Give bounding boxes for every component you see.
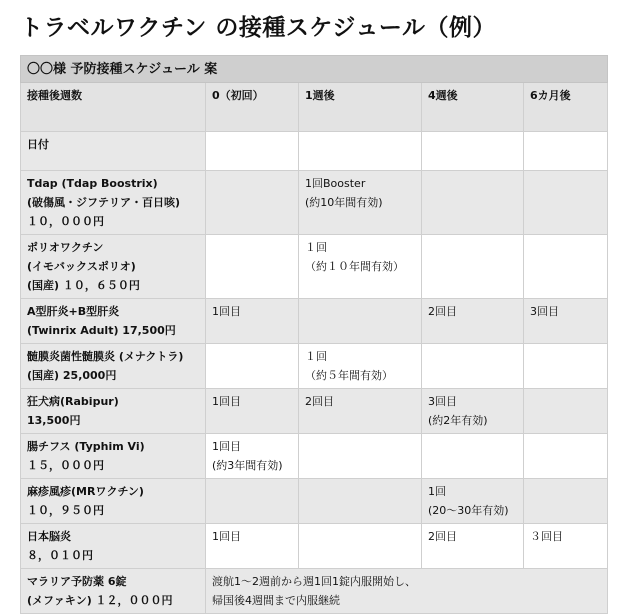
row-label: 腸チフス (Typhim Vi) １５，０００円	[21, 434, 206, 479]
date-cell	[524, 132, 608, 171]
column-header: 1週後	[299, 83, 422, 132]
table-cell: 1回目 (約3年間有効)	[206, 434, 299, 479]
date-cell	[422, 132, 524, 171]
table-cell: 3回目	[524, 299, 608, 344]
table-cell: １回 （約１０年間有効）	[299, 235, 422, 299]
table-cell	[299, 524, 422, 569]
table-cell	[422, 171, 524, 235]
table-row	[21, 569, 608, 614]
column-header: 接種後週数	[21, 83, 206, 132]
table-row	[21, 389, 608, 434]
table-cell	[524, 434, 608, 479]
table-cell	[206, 171, 299, 235]
column-header: 6カ月後	[524, 83, 608, 132]
table-cell: 3回目 (約2年有効)	[422, 389, 524, 434]
row-label: 日本脳炎 ８，０１０円	[21, 524, 206, 569]
table-cell	[524, 235, 608, 299]
row-label: 麻疹風疹(MRワクチン) １０，９５０円	[21, 479, 206, 524]
table-cell: 1回目	[206, 299, 299, 344]
row-label: マラリア予防薬 6錠 (メファキン) １２，０００円	[21, 569, 206, 614]
page-title: トラベルワクチン の接種スケジュール（例）	[20, 15, 496, 41]
date-cell	[206, 132, 299, 171]
table-cell	[422, 235, 524, 299]
table-row	[21, 299, 608, 344]
row-label: Tdap (Tdap Boostrix) (破傷風・ジフテリア・百日咳) １０，０００円	[21, 171, 206, 235]
table-cell	[206, 479, 299, 524]
table-cell	[299, 434, 422, 479]
table-cell	[299, 299, 422, 344]
table-cell: 2回目	[422, 524, 524, 569]
table-row	[21, 171, 608, 235]
table-cell	[422, 434, 524, 479]
table-cell: １回 （約５年間有効）	[299, 344, 422, 389]
table-cell	[524, 389, 608, 434]
table-caption-row	[21, 56, 608, 83]
table-caption: 〇〇様 予防接種スケジュール 案	[21, 56, 608, 83]
table-row	[21, 235, 608, 299]
table-cell: 1回目	[206, 389, 299, 434]
table-cell	[524, 344, 608, 389]
table-row	[21, 434, 608, 479]
column-header: 4週後	[422, 83, 524, 132]
row-label: A型肝炎+B型肝炎 (Twinrix Adult) 17,500円	[21, 299, 206, 344]
table-cell	[206, 235, 299, 299]
schedule-table	[20, 55, 608, 614]
table-row	[21, 524, 608, 569]
table-cell	[524, 171, 608, 235]
table-cell	[206, 344, 299, 389]
table-cell: 1回Booster (約10年間有効)	[299, 171, 422, 235]
table-cell: 1回目	[206, 524, 299, 569]
table-cell	[524, 479, 608, 524]
table-cell: ３回目	[524, 524, 608, 569]
malaria-instructions: 渡航1～2週前から週1回1錠内服開始し、 帰国後4週間まで内服継続	[206, 569, 608, 614]
row-label: ポリオワクチン (イモバックスポリオ) (国産) １０，６５０円	[21, 235, 206, 299]
column-header: 0（初回）	[206, 83, 299, 132]
date-cell	[299, 132, 422, 171]
table-cell: 1回 (20～30年有効)	[422, 479, 524, 524]
table-cell	[299, 479, 422, 524]
table-cell	[422, 344, 524, 389]
row-label: 狂犬病(Rabipur) 13,500円	[21, 389, 206, 434]
table-row	[21, 344, 608, 389]
table-cell: 2回目	[422, 299, 524, 344]
row-label: 日付	[21, 132, 206, 171]
table-cell: 2回目	[299, 389, 422, 434]
table-row	[21, 132, 608, 171]
header-row	[21, 83, 608, 132]
table-row	[21, 479, 608, 524]
row-label: 髄膜炎菌性髄膜炎 (メナクトラ) (国産) 25,000円	[21, 344, 206, 389]
